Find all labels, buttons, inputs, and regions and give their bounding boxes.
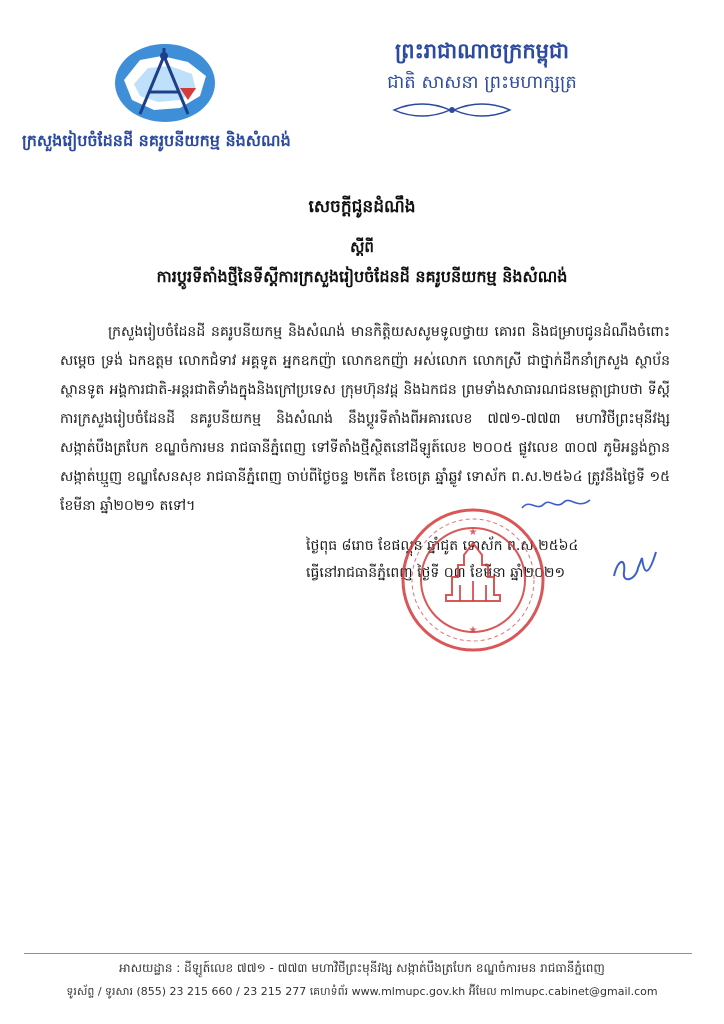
ministry-logo: [110, 42, 220, 124]
document-title: សេចក្តីជូនដំណឹង: [308, 197, 416, 217]
national-motto: ជាតិ សាសនា ព្រះមហាក្សត្រ: [387, 72, 577, 93]
svg-text:★: ★: [468, 527, 478, 538]
subject-text: ការប្តូរទីតាំងថ្មីនៃទីស្តីការក្រសួងរៀបចំដែនដី នគរូបនីយកម្ម និងសំណង់: [156, 267, 568, 286]
kingdom-heading: ព្រះរាជាណាចក្រកម្ពុជា: [394, 39, 569, 63]
subject-label: ស្តីពី: [350, 238, 374, 256]
official-seal-stamp: [398, 505, 548, 655]
footer-divider: [24, 953, 692, 954]
footer-address: អាសយដ្ឋាន : ដីឡូត៍លេខ ៧៧១ - ៧៧៣ មហាវិថីព្រះមុនីវង្ស សង្កាត់បឹងត្របែក ខណ្ឌចំការមន រាជធានីភ្នំពេញ: [119, 961, 605, 975]
solar-date: ធ្វើនៅរាជធានីភ្នំពេញ ថ្ងៃទី ០៣ ខែមីនា ឆ្នាំ២០២១: [306, 565, 566, 581]
ornament-divider-icon: [392, 100, 512, 120]
announcement-body: ក្រសួងរៀបចំដែនដី នគរូបនីយកម្ម និងសំណង់ មានកិត្តិយសសូមទូលថ្វាយ គោរព និងជម្រាបជូនដំណឹងចំពោះ សម្តេច ទ្រង់ ឯកឧត្តម លោកជំទាវ អគ្គទូត អ្នកឧកញ៉ា លោកឧកញ៉ា អស់លោក លោកស្រី ជាថ្នាក់ដឹកនាំក្រសួង ស្ថាប័ន ស្ថានទូត អង្គការជាតិ-អន្តរជាតិទាំងក្នុងនិងក្រៅប្រទេស ក្រុមហ៊ុនវដ្ត និងឯកជន ព្រមទាំងសាធារណជនមេត្តាជ្រាបថា ទីស្តីការក្រសួងរៀបចំដែនដី នគរូបនីយកម្ម និងសំណង់ នឹងប្តូរទីតាំងពីអគារលេខ ៧៧១-៧៧៣ មហាវិថីព្រះមុនីវង្ស សង្កាត់បឹងត្របែក ខណ្ឌចំការមន រាជធានីភ្នំពេញ ទៅទីតាំងថ្មីស្ថិតនៅដីឡូត៍លេខ ២០០៥ ផ្លូវលេខ ៣០៧ ភូមិអន្លង់ក្ងាន សង្កាត់ឃ្មួញ ខណ្ឌសែនសុខ រាជធានីភ្នំពេញ ចាប់ពីថ្ងៃចន្ទ ២កើត ខែចេត្រ ឆ្នាំឆ្លូវ ទោស័ក ព.ស.២៥៦៤ ត្រូវនឹងថ្ងៃទី ១៥ ខែមីនា ឆ្នាំ២០២១ តទៅ។: [60, 324, 670, 514]
lunar-date: ថ្ងៃពុធ ៨រោច ខែផល្គុន ឆ្នាំជូត ទោស័ក ព.ស.២៥៦៤: [306, 538, 579, 554]
svg-text:★: ★: [468, 625, 478, 636]
footer-contact: ទូរស័ព្ទ / ទូរសារ (855) 23 215 660 / 23 215 277 គេហទំព័រ www.mlmupc.gov.kh អ៊ីមែល mlmupc.cabinet@gmail.com: [66, 985, 658, 998]
ministry-name: ក្រសួងរៀបចំដែនដី នគរូបនីយកម្ម និងសំណង់: [22, 131, 291, 150]
signature: [608, 548, 658, 588]
